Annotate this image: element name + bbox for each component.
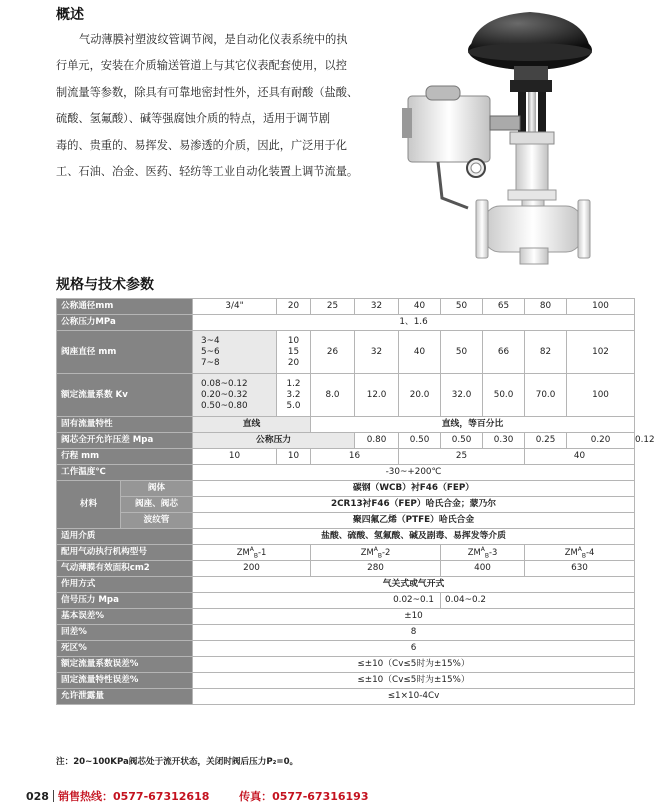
zm-sub: B [484, 552, 489, 560]
zm-base: ZM [236, 547, 250, 557]
label-allow-dp: 阀芯全开允许压差 Mpa [57, 433, 193, 449]
overview-line: 制流量等参数，除具有可靠地密封性外，还具有耐酸（盐酸、 [56, 85, 359, 99]
cell: 102 [567, 331, 635, 374]
label-medium: 适用介质 [57, 529, 193, 545]
cell: 32 [355, 299, 399, 315]
row-signal [57, 593, 635, 609]
cell-line: 5.0 [286, 400, 301, 411]
zm-suffix: -4 [585, 547, 595, 557]
label-actuator: 配用气动执行机构型号 [57, 545, 193, 561]
label-mat-body: 阀体 [121, 481, 193, 497]
zm-suffix: -1 [257, 547, 267, 557]
cell: 3/4" [193, 299, 277, 315]
cell: 32.0 [441, 374, 483, 417]
zm-sup: A [480, 546, 485, 554]
cell: 直线 [193, 417, 311, 433]
cell: 8.0 [311, 374, 355, 417]
zm-sub: B [377, 552, 382, 560]
cell: 25 [311, 299, 355, 315]
label-mat-bellows: 波纹管 [121, 513, 193, 529]
row-basic-err [57, 609, 635, 625]
cell: 盐酸、硫酸、氢氟酸、碱及剧毒、易挥发等介质 [193, 529, 635, 545]
row-action [57, 577, 635, 593]
cell [525, 545, 635, 561]
cell: 0.02~0.1 [193, 593, 441, 609]
label-leakage: 允许泄露量 [57, 689, 193, 705]
cell: 公称压力 [193, 433, 355, 449]
cell-line: 15 [287, 346, 300, 357]
overview-line: 气动薄膜衬塑波纹管调节阀，是自动化仪表系统中的执 [79, 33, 348, 46]
hotline-number: 0577-67312618 [112, 790, 210, 803]
zm-sup: A [249, 546, 254, 554]
label-flow-char: 固有流量特性 [57, 417, 193, 433]
overview-title: 概述 [56, 7, 84, 23]
zm-base: ZM [360, 547, 374, 557]
page-number: 028 [26, 790, 49, 803]
label-seat-dia: 阀座直径 mm [57, 331, 193, 374]
cell: 8 [193, 625, 635, 641]
label-nominal-dia: 公称通径mm [57, 299, 193, 315]
row-actuator [57, 545, 635, 561]
cell: 40 [525, 449, 635, 465]
overview-text [56, 27, 376, 185]
row-nominal-pressure [57, 315, 635, 331]
cell: 200 [193, 561, 311, 577]
cell: 2CR13衬F46（FEP）哈氏合金；蒙乃尔 [193, 497, 635, 513]
cell: 26 [311, 331, 355, 374]
label-area: 气动薄膜有效面积cm2 [57, 561, 193, 577]
cell [311, 545, 441, 561]
cell: 聚四氟乙烯（PTFE）哈氏合金 [193, 513, 635, 529]
cell: 40 [399, 331, 441, 374]
cell: 0.25 [525, 433, 567, 449]
cell: 0.04~0.2 [441, 593, 635, 609]
row-flow-err [57, 657, 635, 673]
cell: 0.50 [441, 433, 483, 449]
cell: 70.0 [525, 374, 567, 417]
cell: 碳钢（WCB）衬F46（FEP） [193, 481, 635, 497]
overview-line: 毒的、贵重的、易挥发、易渗透的介质，因此，广泛用于化 [56, 138, 347, 152]
row-allow-dp: 阀芯全开允许压差 Mpa 公称压力 0.80 0.50 0.50 0.30 0.25 0.20 0.12 [57, 433, 635, 449]
row-flow-coef [57, 374, 635, 417]
specs-title: 规格与技术参数 [56, 277, 154, 293]
label-flow-err: 额定流量系数误差% [57, 657, 193, 673]
row-material-seat [57, 497, 635, 513]
label-stroke: 行程 mm [57, 449, 193, 465]
cell [441, 545, 525, 561]
cell: 630 [525, 561, 635, 577]
label-nominal-pressure: 公称压力MPa [57, 315, 193, 331]
label-flow-coef: 额定流量系数 Kv [57, 374, 193, 417]
cell: 100 [567, 374, 635, 417]
hotline-label: 销售热线： [57, 790, 113, 803]
zm-sub: B [581, 552, 586, 560]
cell: 0.80 [355, 433, 399, 449]
cell: 400 [441, 561, 525, 577]
cell: 100 [567, 299, 635, 315]
cell: 20.0 [399, 374, 441, 417]
row-medium [57, 529, 635, 545]
cell: -30~+200℃ [193, 465, 635, 481]
cell-line: 0.20~0.32 [201, 389, 248, 400]
cell: 6 [193, 641, 635, 657]
cell: 12.0 [355, 374, 399, 417]
cell: 40 [399, 299, 441, 315]
row-flow-char [57, 417, 635, 433]
cell: 66 [483, 331, 525, 374]
cell: 32 [355, 331, 399, 374]
cell: 10 [277, 449, 311, 465]
label-hysteresis: 回差% [57, 625, 193, 641]
cell-line: 10 [287, 335, 300, 346]
cell: ±10 [193, 609, 635, 625]
cell-line: 0.08~0.12 [201, 378, 248, 389]
label-action: 作用方式 [57, 577, 193, 593]
fax-number: 0577-67316193 [272, 790, 369, 803]
fax-label: 传真： [239, 790, 273, 803]
cell: 20 [277, 299, 311, 315]
overview-line: 工、石油、冶金、医药、轻纺等工业自动化装置上调节流量。 [56, 165, 359, 179]
cell: ≤±10（Cv≤5时为±15%） [193, 657, 635, 673]
cell: 直线，等百分比 [311, 417, 635, 433]
label-basic-err: 基本误差% [57, 609, 193, 625]
cell: ≤1×10-4Cv [193, 689, 635, 705]
spec-table [56, 298, 655, 705]
label-char-err: 固定流量特性误差% [57, 673, 193, 689]
cell-line: 3.2 [286, 389, 301, 400]
row-seat-dia [57, 331, 635, 374]
row-deadband [57, 641, 635, 657]
cell: 0.50 [399, 433, 441, 449]
overview-line: 行单元，安装在介质输送管道上与其它仪表配套使用，以控 [56, 59, 347, 73]
label-deadband: 死区% [57, 641, 193, 657]
zm-suffix: -2 [381, 547, 391, 557]
cell: 82 [525, 331, 567, 374]
cell-line: 0.50~0.80 [201, 400, 248, 411]
divider [53, 790, 54, 802]
cell: 65 [483, 299, 525, 315]
row-material-bellows [57, 513, 635, 529]
zm-sub: B [253, 552, 258, 560]
cell: 50 [441, 331, 483, 374]
cell [277, 331, 311, 374]
row-hysteresis [57, 625, 635, 641]
cell: 50.0 [483, 374, 525, 417]
row-area [57, 561, 635, 577]
cell-line: 1.2 [286, 378, 301, 389]
label-temp: 工作温度℃ [57, 465, 193, 481]
zm-base: ZM [467, 547, 481, 557]
cell [193, 374, 277, 417]
cell: 0.30 [483, 433, 525, 449]
cell [193, 545, 311, 561]
row-material-body [57, 481, 635, 497]
cell-line: 3~4 [201, 335, 220, 346]
cell: 80 [525, 299, 567, 315]
cell: 50 [441, 299, 483, 315]
zm-suffix: -3 [488, 547, 498, 557]
label-material: 材料 [57, 481, 121, 529]
row-stroke [57, 449, 635, 465]
label-mat-seat: 阀座、阀芯 [121, 497, 193, 513]
table-note: 注：20~100KPa阀芯处于流开状态，关闭时阀后压力P₂=0。 [56, 757, 299, 767]
label-signal: 信号压力 Mpa [57, 593, 193, 609]
cell: 280 [311, 561, 441, 577]
cell-line: 5~6 [201, 346, 220, 357]
overview-line: 硫酸、氢氟酸）、碱等强腐蚀介质的特点，适用于调节剧 [56, 112, 331, 126]
cell-line: 20 [287, 357, 300, 368]
cell: 16 [311, 449, 399, 465]
cell [193, 331, 277, 374]
cell: 0.20 [567, 433, 635, 449]
valve-product-image [398, 8, 608, 268]
cell [277, 374, 311, 417]
cell: 1、1.6 [193, 315, 635, 331]
row-char-err [57, 673, 635, 689]
cell-line: 7~8 [201, 357, 220, 368]
cell: 25 [399, 449, 525, 465]
cell: 气关式或气开式 [193, 577, 635, 593]
row-nominal-dia [57, 299, 635, 315]
page-footer [26, 788, 369, 804]
cell: 10 [193, 449, 277, 465]
zm-sup: A [577, 546, 582, 554]
cell: ≤±10（Cv≤5时为±15%） [193, 673, 635, 689]
row-temp [57, 465, 635, 481]
zm-base: ZM [564, 547, 578, 557]
zm-sup: A [373, 546, 378, 554]
row-leakage [57, 689, 635, 705]
